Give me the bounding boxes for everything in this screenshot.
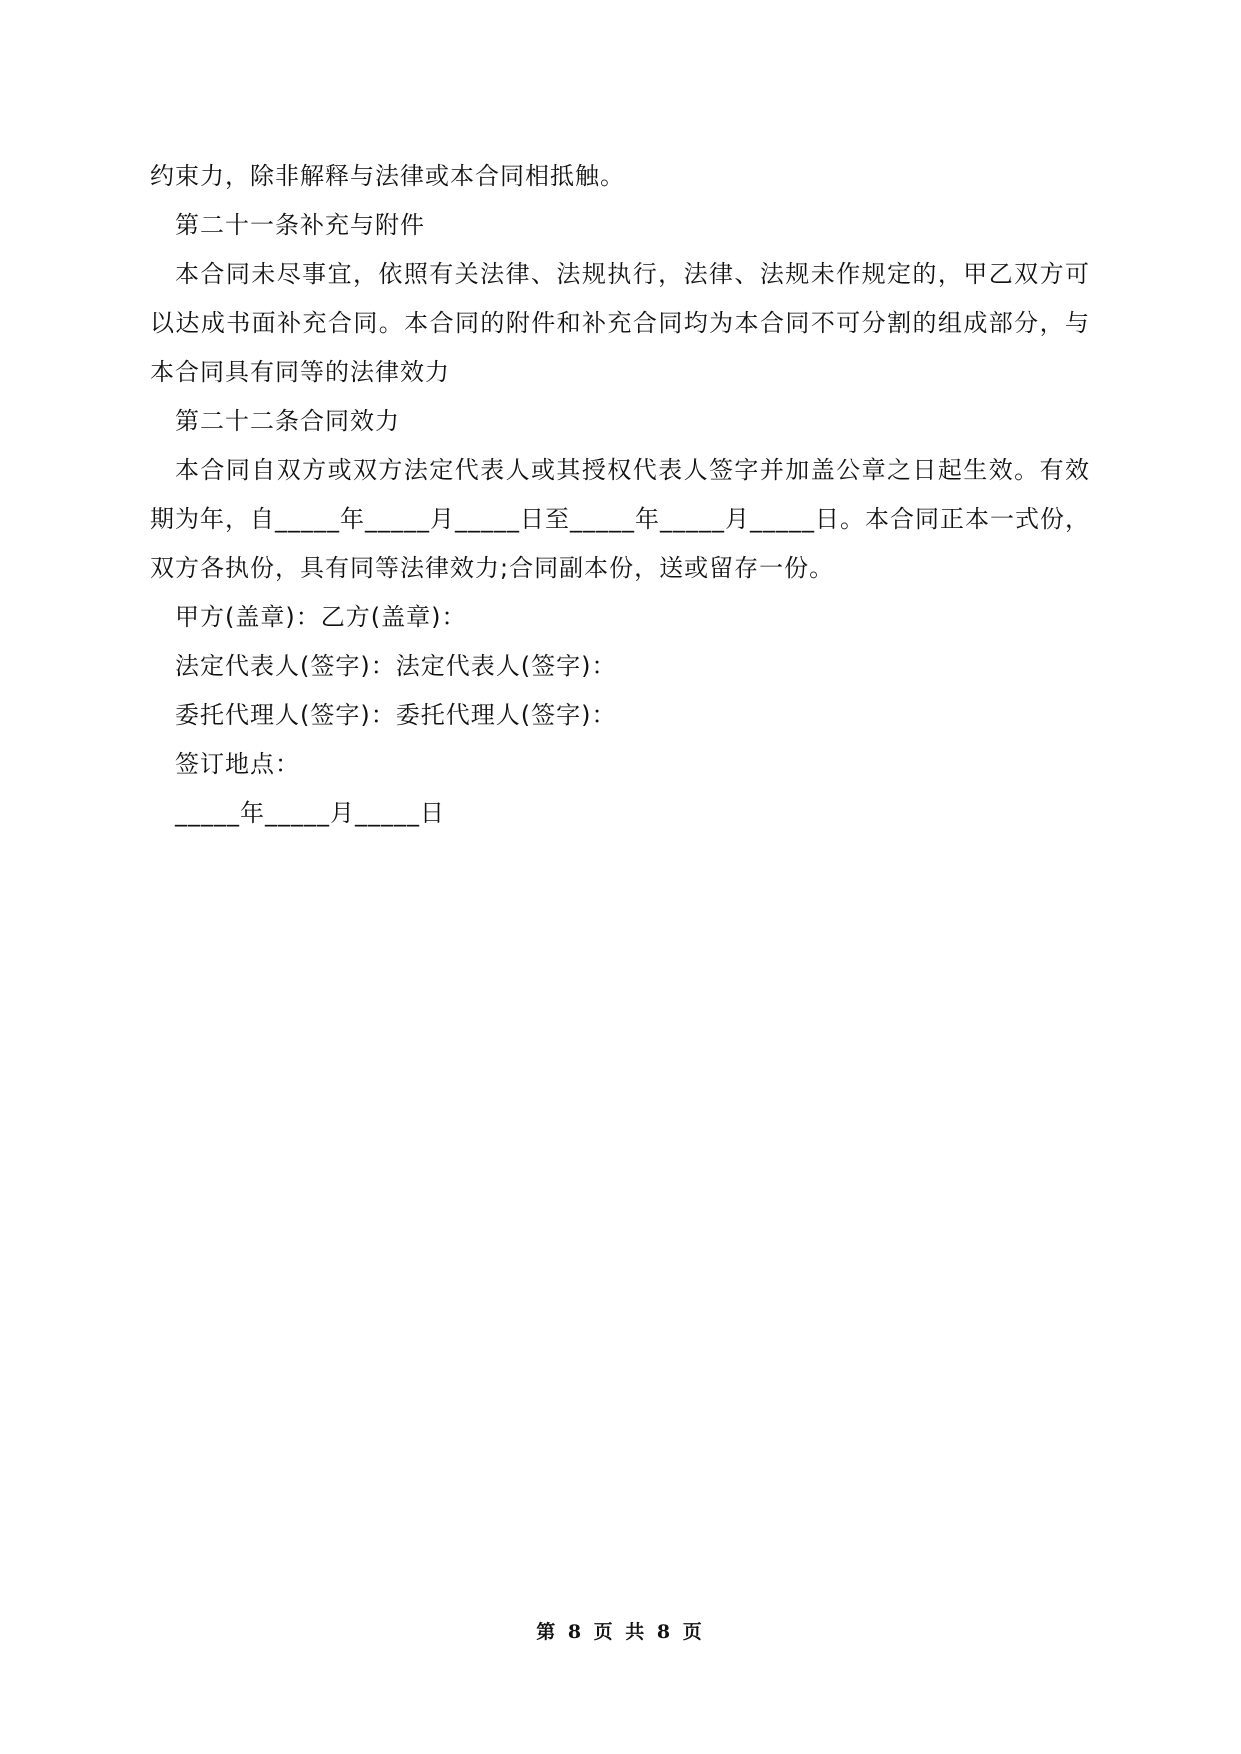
article-21-heading: 第二十一条补充与附件 (175, 211, 425, 239)
signing-place-line: 签订地点： (175, 750, 300, 778)
article-21-body: 本合同未尽事宜，依照有关法律、法规执行，法律、法规未作规定的，甲乙双方可以达成书面补充合同。本合同的附件和补充合同均为本合同不可分割的组成部分，与本合同具有同等的法律效力 (150, 260, 1090, 386)
article-22-heading: 第二十二条合同效力 (175, 407, 400, 435)
article-22-body: 本合同自双方或双方法定代表人或其授权代表人签字并加盖公章之日起生效。有效期为年，自_____年_____月_____日至_____年_____月_____日。本合同正本一式份，双方各执份，具有同等法律效力;合同副本份，送或留存一份。 (150, 456, 1090, 582)
legal-representative-line: 法定代表人(签字)：法定代表人(签字)： (175, 652, 617, 680)
document-body (150, 152, 1090, 838)
party-seal-line: 甲方(盖章)：乙方(盖章)： (175, 603, 467, 631)
signing-date-line: _____年_____月_____日 (175, 799, 445, 827)
authorized-agent-line: 委托代理人(签字)：委托代理人(签字)： (175, 701, 617, 729)
page-number-footer: 第 8 页 共 8 页 (536, 1621, 705, 1643)
paragraph-continuation: 约束力，除非解释与法律或本合同相抵触。 (150, 162, 625, 190)
